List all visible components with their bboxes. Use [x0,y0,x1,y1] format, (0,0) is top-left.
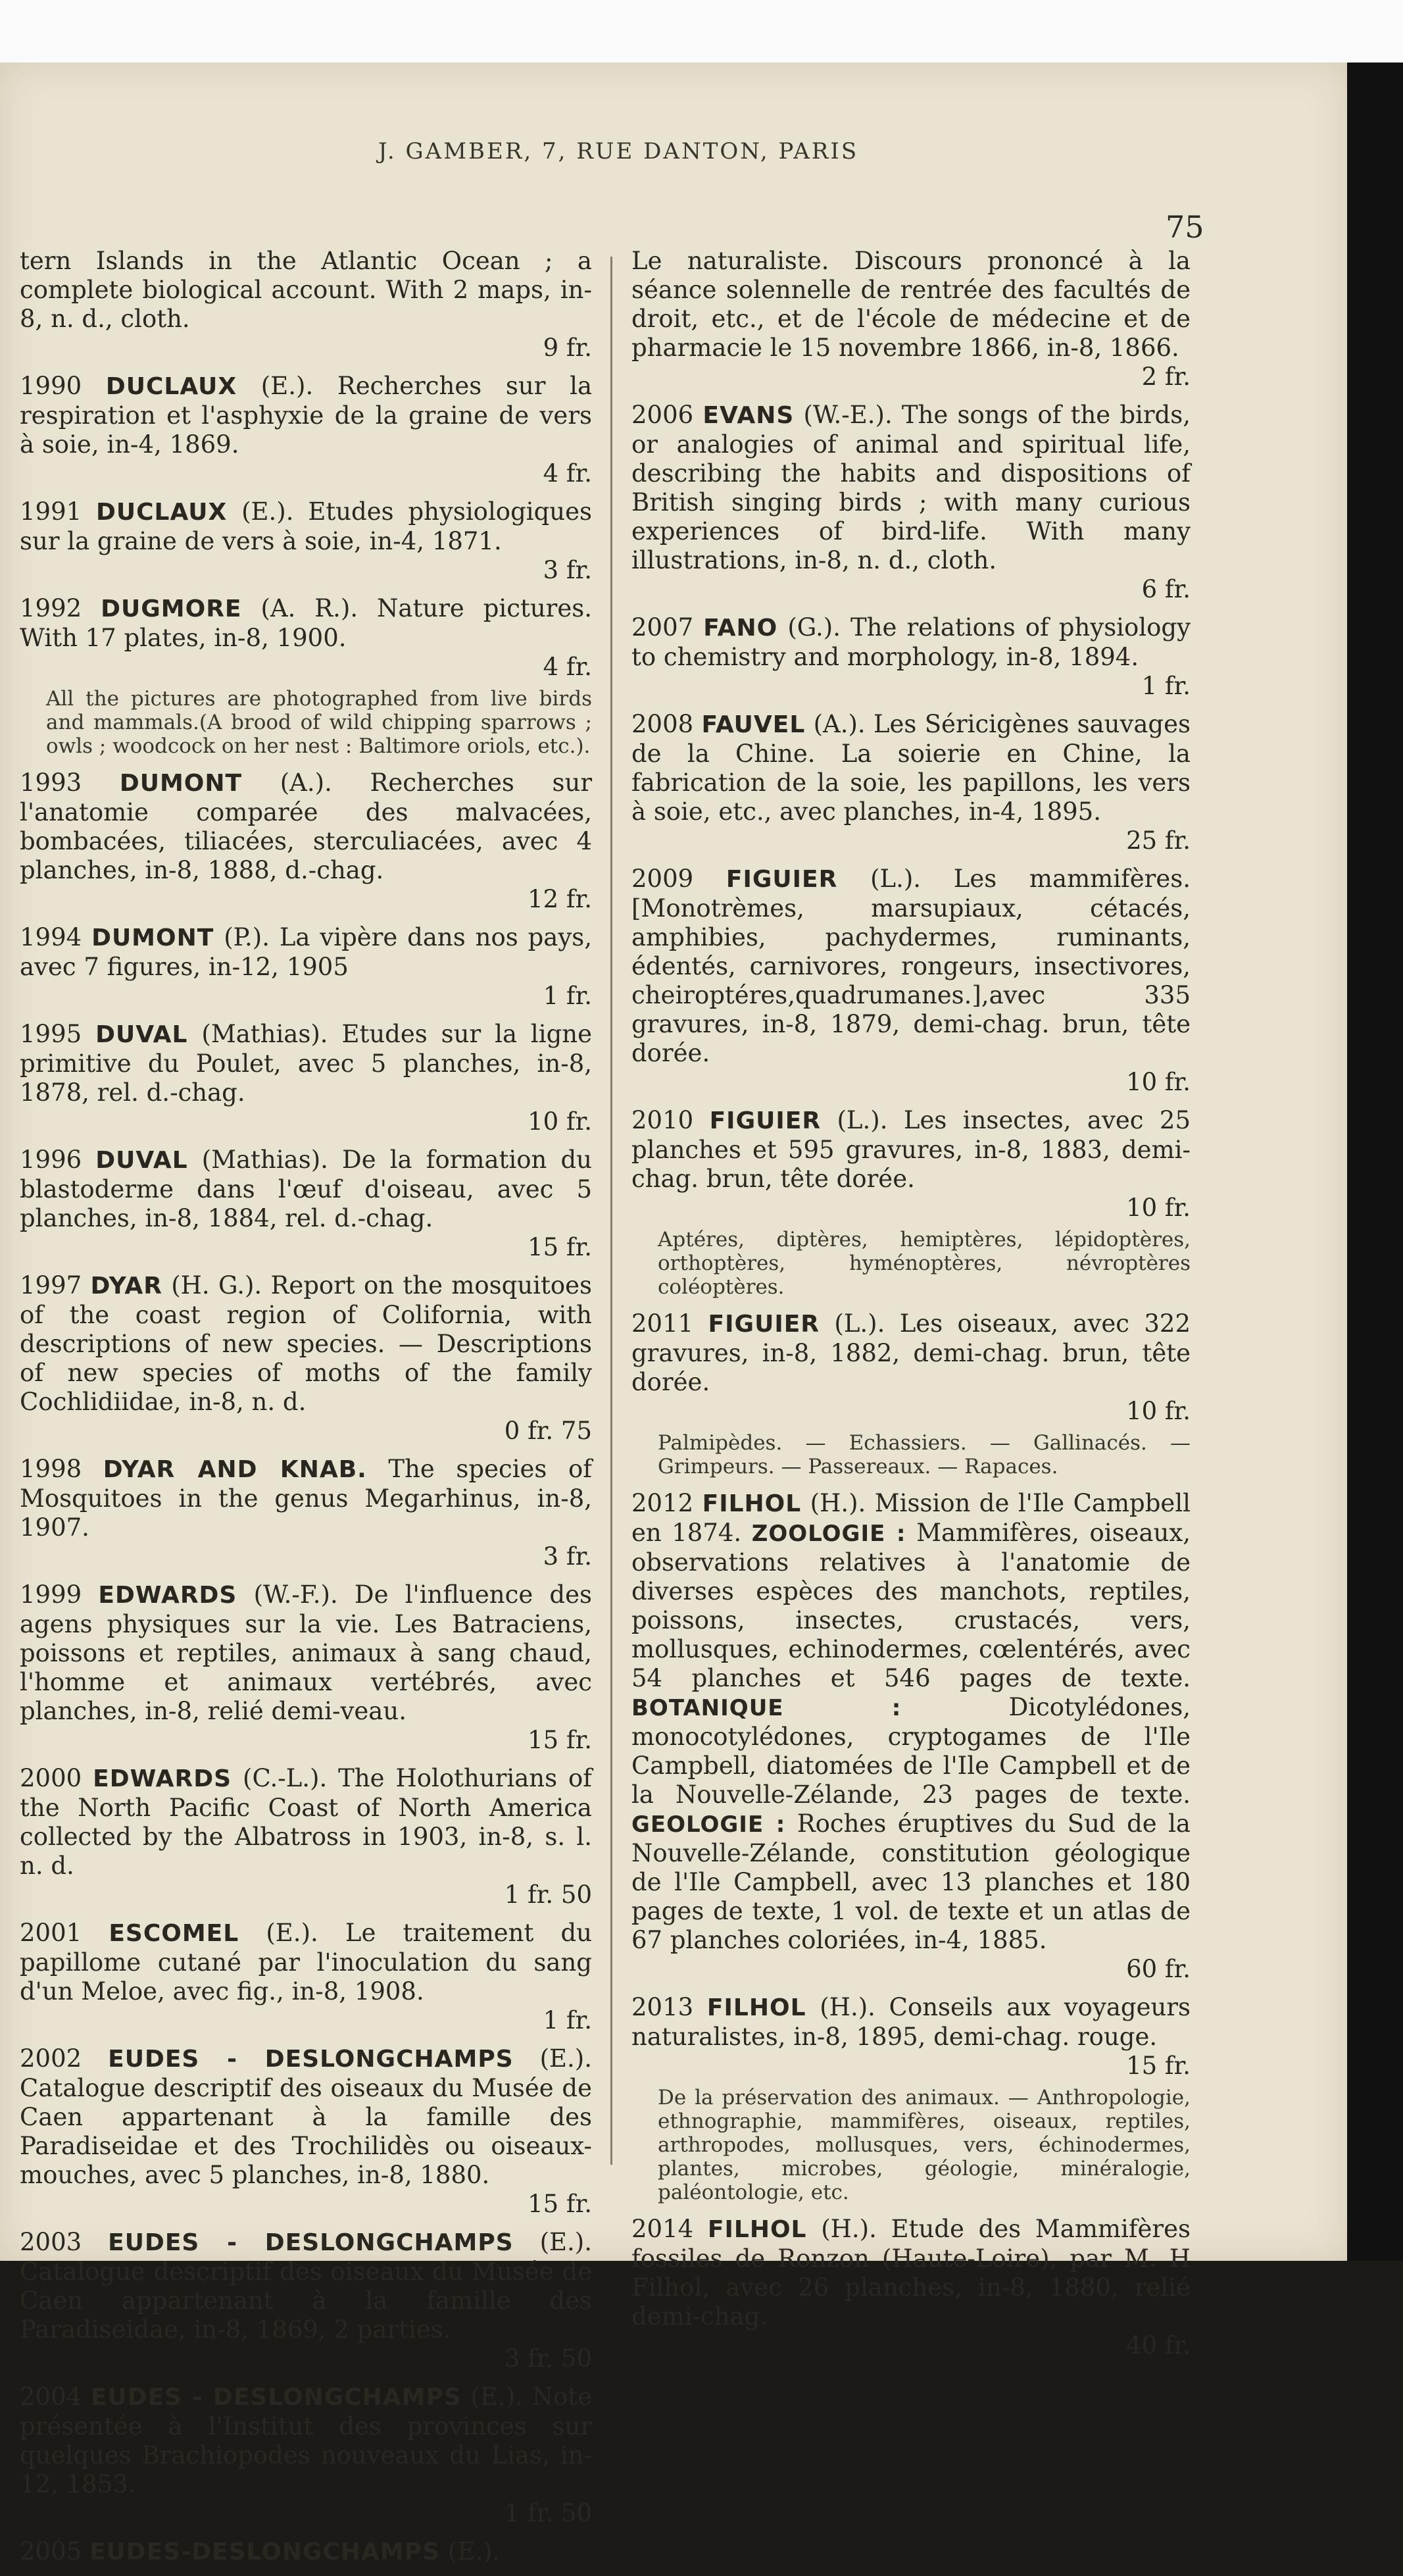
entry-text: (E.). [447,2537,501,2565]
catalogue-entry [20,1580,592,1755]
running-head: J. GAMBER, 7, RUE DANTON, PARIS [378,138,859,164]
entry-section-heading: GEOLOGIE : [631,1811,786,1838]
entry-text: (E.). Catalogue descriptif des oiseaux du Musée de Caen appartenant à la famille des Paradiseidae et des Trochilidès ou oiseaux-mouches, avec 5 planches, in-8, 1880. [20,2044,592,2189]
catalogue-entry [20,497,592,585]
entry-price: 4 fr. [543,653,592,681]
entry-price: 10 fr. [1126,1397,1191,1425]
entry-number: 2006 [631,401,694,429]
scan-border-top [0,0,1403,63]
entry-author: DUMONT [91,924,214,951]
entry-note: De la préservation des animaux. — Anthropologie, ethnographie, mammifères, oiseaux, reptiles, arthropodes, mollusques, vers, échinodermes, plantes, microbes, géologie, minéralogie, paléontologie, etc. [658,2086,1191,2204]
entry-number: 1990 [20,372,82,400]
entry-text: (E.). Note présentée à l'Institut des provinces sur quelques Brachiopodes nouveaux du Lias, in-12, 1853. [20,2383,592,2498]
entry-text: (P.). La vipère dans nos pays, avec 7 figures, in-12, 1905 [20,923,592,981]
entry-price: 15 fr. [528,1726,592,1754]
entry-price: 3 fr. [543,556,592,584]
entry-text: (H.). Mission de l'Ile Campbell en 1874. [631,1489,1191,1547]
entry-price: 60 fr. [1126,1955,1191,1983]
entry-author: DUCLAUX [105,373,237,400]
entry-author: DUVAL [95,1021,188,1048]
entry-text: (E.). Catalogue descriptif des oiseaux du Musée de Caen appartenant à la famille des Paradiseidae, in-8, 1869, 2 parties. [20,2228,592,2344]
entry-price: 1 fr. [543,982,592,1010]
entry-author: EDWARDS [93,1765,232,1792]
entry-price: 40 fr. [1126,2331,1191,2360]
entry-text: (W.-F.). De l'influence des agens physiques sur la vie. Les Batraciens, poissons et reptiles, animaux à sang chaud, l'homme et animaux vertébrés, avec planches, in-8, relié demi-veau. [20,1580,592,1725]
entry-author: ESCOMEL [109,1920,239,1947]
entry-author: DYAR AND KNAB. [103,1456,367,1483]
entry-text: (H.). Conseils aux voyageurs naturalistes, in-8, 1895, demi-chag. rouge. [631,1993,1191,2051]
catalogue-entry [20,2383,592,2528]
entry-price: 10 fr. [528,1107,592,1136]
left-column [20,247,592,2576]
entry-author: DYAR [90,1273,162,1300]
catalogue-entry [20,769,592,914]
entry-author: FAUVEL [701,711,806,738]
catalogue-entry [20,1919,592,2035]
entry-number: 2009 [631,865,694,893]
catalogue-entry [631,401,1191,604]
entry-section-text: Roches éruptives du Sud de la Nouvelle-Zélande, constitution géologique de l'Ile Campbell, avec 13 planches et 180 pages de texte, 1 vol. de texte et un atlas de 67 planches coloriées, in-4, 1885. [631,1809,1191,1954]
entry-author: EUDES - DESLONGCHAMPS [108,2046,514,2073]
entry-author: FILHOL [702,1490,802,1517]
entry-text: (L.). Les mammifères. [Monotrèmes, marsupiaux, cétacés, amphibies, pachydermes, ruminants, édentés, carnivores, rongeurs, insectivores, cheiroptéres,quadrumanes.],avec 335 gravures, in-8, 1879, demi-chag. brun, tête dorée. [631,865,1191,1067]
catalogue-entry [631,247,1191,391]
catalogue-entry [20,247,592,363]
entry-price: 1 fr. [543,2006,592,2034]
entry-author: DUVAL [95,1147,188,1174]
entry-text: (E.). Recherches sur la respiration et l'asphyxie de la graine de vers à soie, in-4, 1869. [20,372,592,459]
catalogue-entry [20,923,592,1011]
entry-author: FIGUIER [708,1311,820,1338]
catalogue-entry [20,1146,592,1262]
entry-author: FILHOL [707,2216,807,2243]
entry-author: FILHOL [706,1994,806,2021]
entry-text: (L.). Les insectes, avec 25 planches et 595 gravures, in-8, 1883, demi-chag. brun, tête dorée. [631,1106,1191,1193]
entry-price: 10 fr. [1126,1068,1191,1096]
entry-number: 2010 [631,1106,694,1134]
catalogue-entry [631,865,1191,1097]
entry-section-heading: ZOOLOGIE : [751,1521,906,1547]
catalogue-entry [20,1764,592,1909]
entry-text: (E.). Le traitement du papillome cutané par l'inoculation du sang d'un Meloe, avec fig., in-8, 1908. [20,1919,593,2006]
entry-section-text: Dicotylédones, monocotylédones, cryptogames de l'Ile Campbell, diatomées de l'Ile Campbell et de la Nouvelle-Zélande, 23 pages de texte. [631,1693,1191,1809]
catalogue-entry [20,1271,592,1446]
column-divider [610,257,612,2165]
entry-price: 12 fr. [528,885,592,913]
catalogue-entry [20,2228,592,2373]
entry-text: (A. R.). Nature pictures. With 17 plates, in-8, 1900. [20,594,592,652]
entry-price: 2 fr. [1141,363,1191,391]
entry-number: 1994 [20,923,82,951]
entry-section-heading: BOTANIQUE : [631,1695,902,1721]
entry-price: 1 fr. 50 [504,2499,592,2527]
entry-number: 1997 [20,1271,82,1300]
entry-text: (E.). Etudes physiologiques sur la graine de vers à soie, in-4, 1871. [20,497,592,555]
catalogue-entry [20,1455,592,1571]
scan-border-right [1347,63,1403,2261]
catalogue-entry [20,594,592,682]
entry-number: 2012 [631,1489,694,1517]
catalogue-entry [631,710,1191,855]
entry-number: 2007 [631,613,694,642]
entry-author: FIGUIER [726,866,838,893]
entry-author: EUDES-DESLONGCHAMPS [89,2538,440,2565]
entry-number: 1995 [20,1020,82,1048]
entry-number: 2008 [631,710,694,738]
entry-author: EUDES - DESLONGCHAMPS [108,2229,514,2256]
entry-author: EUDES - DESLONGCHAMPS [90,2384,462,2411]
catalogue-entry [20,372,592,488]
catalogue-entry [631,2215,1191,2360]
entry-number: 1991 [20,497,82,526]
entry-author: DUCLAUX [96,499,228,526]
entry-price: 10 fr. [1126,1194,1191,1222]
entry-number: 1999 [20,1580,82,1609]
entry-number: 2002 [20,2044,82,2073]
entry-note: Aptéres, diptères, hemiptères, lépidoptères, orthoptères, hyménoptères, névroptères coléoptères. [658,1228,1191,1299]
entry-text: (G.). The relations of physiology to chemistry and morphology, in-8, 1894. [631,613,1191,671]
catalogue-entry [631,613,1191,701]
entry-text: (W.-E.). The songs of the birds, or analogies of animal and spiritual life, describing the habits and dispositions of British singing birds ; with many curious experiences of bird-life. With many illustrations, in-8, n. d., cloth. [631,401,1191,574]
entry-number: 2011 [631,1309,694,1338]
entry-number: 1998 [20,1455,82,1483]
entry-author: FIGUIER [709,1107,822,1134]
catalogue-entry [631,1309,1191,1426]
entry-text: (C.-L.). The Holothurians of the North Pacific Coast of North America collected by the Albatross in 1903, in-8, s. l. n. d. [20,1764,592,1880]
entry-text: (Mathias). De la formation du blastoderme dans l'œuf d'oiseau, avec 5 planches, in-8, 1884, rel. d.-chag. [20,1146,592,1232]
entry-price: 15 fr. [528,1233,592,1261]
entry-number: 2000 [20,1764,82,1792]
entry-note: Palmipèdes. — Echassiers. — Gallinacés. — Grimpeurs. — Passereaux. — Rapaces. [658,1431,1191,1478]
entry-author: DUGMORE [101,595,242,622]
page-number: 75 [1166,209,1204,245]
entry-number: 2013 [631,1993,694,2021]
entry-price: 25 fr. [1126,826,1191,855]
catalogue-entry [20,2044,592,2219]
entry-price: 9 fr. [543,334,592,362]
catalogue-entry [631,1489,1191,1984]
entry-author: EVANS [702,402,795,429]
entry-number: 2003 [20,2228,82,2256]
entry-text: The species of Mosquitoes in the genus Megarhinus, in-8, 1907. [20,1455,592,1542]
entry-text: (A.). Recherches sur l'anatomie comparée des malvacées, bombacées, tiliacées, sterculiacées, avec 4 planches, in-8, 1888, d.-chag. [20,769,593,884]
entry-number: 2001 [20,1919,82,1947]
entry-number: 1992 [20,594,82,622]
entry-note: All the pictures are photographed from live birds and mammals.(A brood of wild chipping sparrows ; owls ; woodcock on her nest : Baltimore oriols, etc.). [46,687,592,758]
entry-text: (Mathias). Etudes sur la ligne primitive du Poulet, avec 5 planches, in-8, 1878, rel. d.-chag. [20,1020,593,1107]
catalogue-entry [631,1993,1191,2081]
entry-number: 2005 [20,2537,82,2565]
entry-price: 3 fr. 50 [504,2344,592,2373]
catalogue-entry [631,1106,1191,1223]
entry-price: 3 fr. [543,1542,592,1571]
entry-text: (A.). Les Séricigènes sauvages de la Chine. La soierie en Chine, la fabrication de la soie, les papillons, les vers à soie, etc., avec planches, in-4, 1895. [631,710,1191,826]
entry-author: EDWARDS [98,1582,237,1609]
entry-author: DUMONT [119,770,243,797]
entry-number: 2004 [20,2383,82,2411]
catalogue-entry [20,2537,592,2567]
entry-text: (L.). Les oiseaux, avec 322 gravures, in-8, 1882, demi-chag. brun, tête dorée. [631,1309,1191,1396]
entry-number: 2014 [631,2215,694,2243]
entry-text: (H.). Etude des Mammifères fossiles de Ronzon (Haute-Loire), par M. H Filhol, avec 26 planches, in-8, 1880, relié demi-chag. [631,2215,1191,2331]
entry-text: tern Islands in the Atlantic Ocean ; a complete biological account. With 2 maps, in-8, n. d., cloth. [20,247,592,333]
entry-number: 1993 [20,769,82,797]
entry-price: 6 fr. [1141,575,1191,603]
entry-text: (H. G.). Report on the mosquitoes of the coast region of Colifornia, with descriptions of new species. — Descriptions of new species of moths of the family Cochlidiidae, in-8, n. d. [20,1271,593,1416]
entry-price: 1 fr. 50 [504,1881,592,1909]
entry-text: Le naturaliste. Discours prononcé à la séance solennelle de rentrée des facultés de droit, etc., et de l'école de médecine et de pharmacie le 15 novembre 1866, in-8, 1866. [631,247,1191,362]
entry-price: 15 fr. [1126,2052,1191,2080]
entry-number: 1996 [20,1146,82,1174]
right-column [631,247,1191,2369]
entry-author: FANO [703,615,778,642]
entry-section-text: Mammifères, oiseaux, observations relatives à l'anatomie de diverses espèces des manchots, reptiles, poissons, insectes, crustacés, vers, mollusques, echinodermes, cœlentérés, avec 54 planches et 546 pages de texte. [631,1519,1191,1692]
entry-price: 15 fr. [528,2190,592,2218]
entry-price: 1 fr. [1141,672,1191,700]
entry-price: 4 fr. [543,459,592,488]
catalogue-entry [20,1020,592,1136]
entry-price: 0 fr. 75 [504,1417,592,1445]
